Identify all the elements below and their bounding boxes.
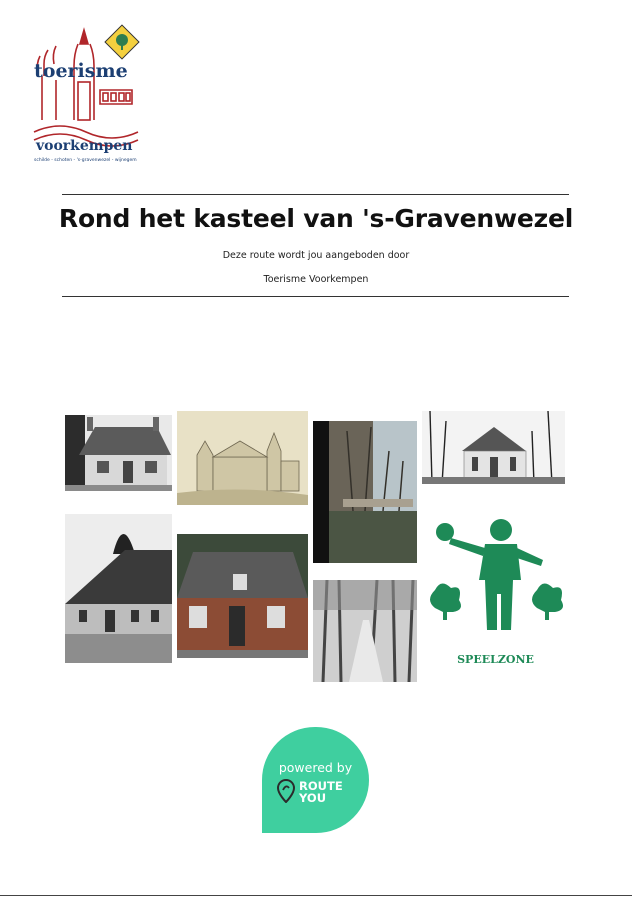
- bottom-divider: [62, 296, 569, 297]
- top-divider: [62, 194, 569, 195]
- page-bottom-divider: [0, 895, 632, 896]
- powered-by-label: powered by: [278, 760, 353, 775]
- speelzone-sign: [425, 510, 566, 680]
- brick-house-photo: [177, 534, 308, 658]
- forest-lane-photo: [313, 580, 417, 682]
- castle-engraving-photo: [177, 411, 308, 505]
- routeyou-brand-line1: ROUTE: [299, 779, 343, 793]
- powered-by-routeyou-badge[interactable]: [262, 727, 369, 833]
- document-subtitle: Deze route wordt jou aangeboden door: [222, 250, 410, 261]
- castle-garden-steps-photo: [313, 421, 417, 563]
- document-title: Rond het kasteel van 's-Gravenwezel: [58, 204, 574, 233]
- logo-line-toerisme: toerisme: [34, 60, 128, 82]
- document-provider: Toerisme Voorkempen: [263, 274, 369, 285]
- location-pin-icon: [277, 779, 295, 803]
- speelzone-label: SPEELZONE: [457, 653, 534, 666]
- logo-line-voorkempen: voorkempen: [36, 138, 133, 154]
- toerisme-voorkempen-logo: [30, 20, 142, 170]
- routeyou-brand-line2: YOU: [299, 791, 327, 805]
- cottage-photo: [65, 415, 172, 491]
- white-pavilion-photo: [422, 411, 565, 484]
- routeyou-brand: [299, 780, 343, 804]
- long-farmhouse-photo: [65, 514, 172, 663]
- logo-tagline: schilde - schoten - 's-gravenwezel - wijnegem: [34, 158, 137, 163]
